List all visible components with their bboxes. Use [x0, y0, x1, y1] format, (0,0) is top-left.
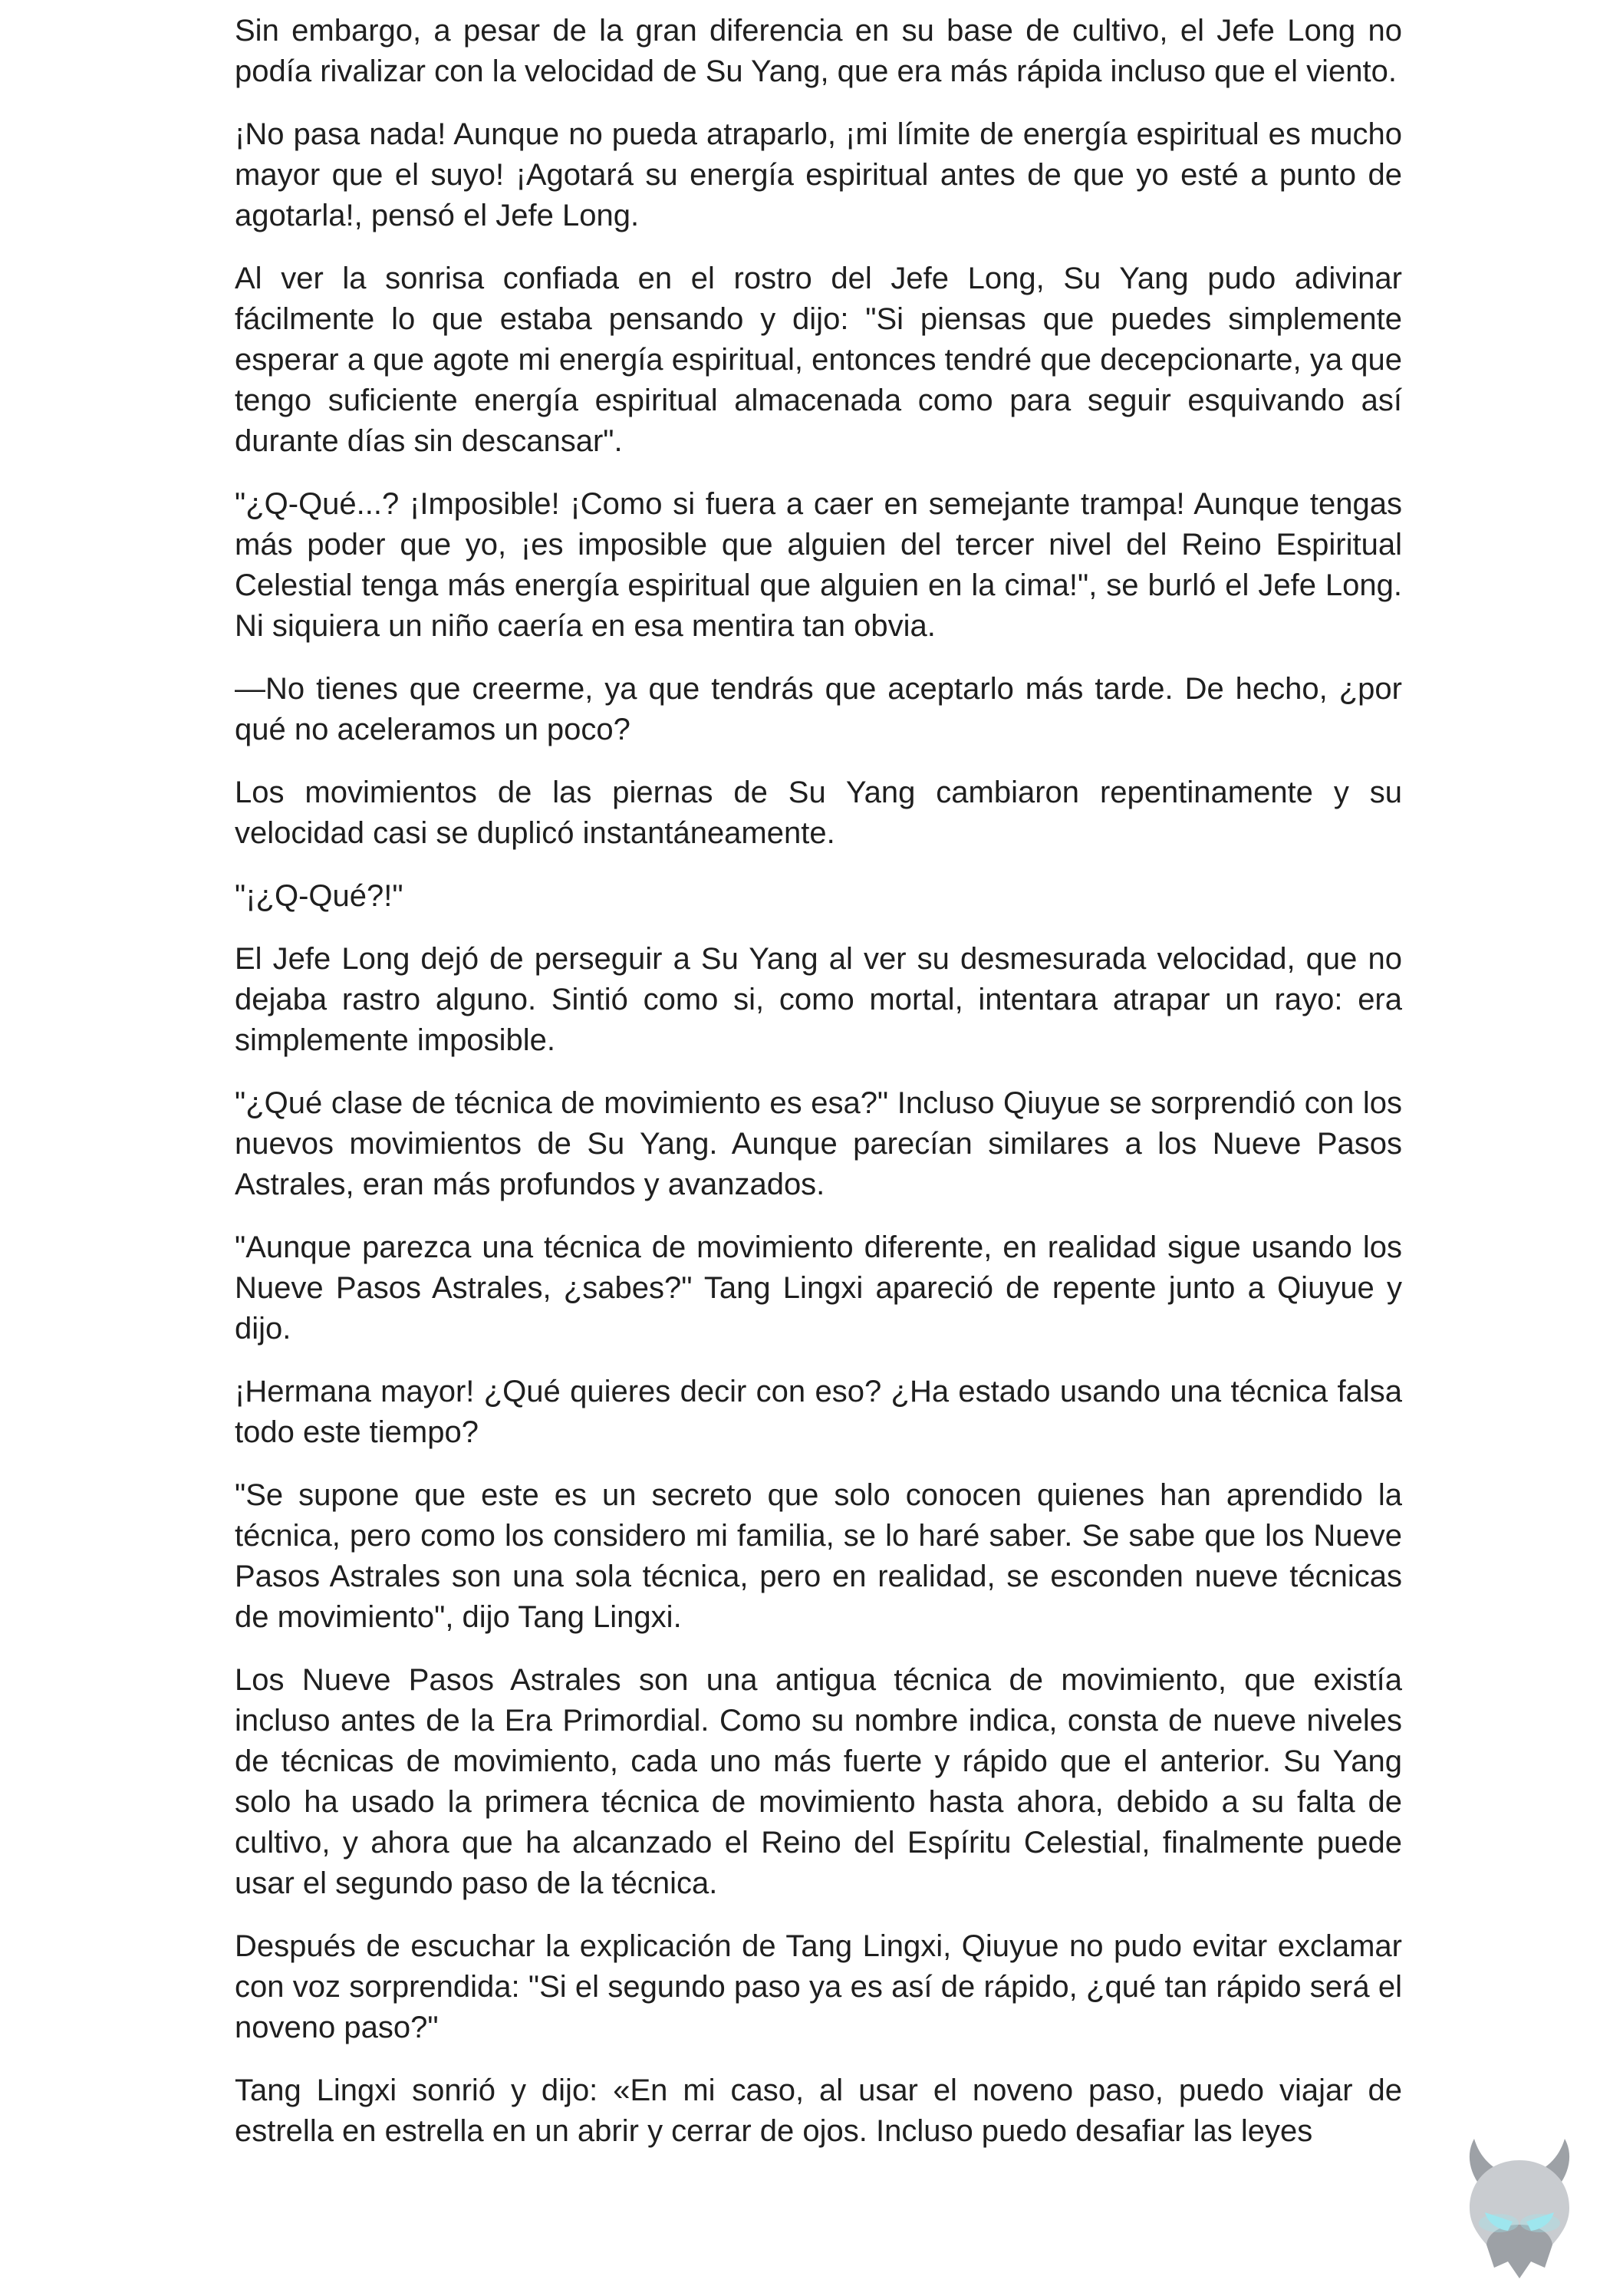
paragraph-7: "¡¿Q-Qué?!" [235, 879, 403, 913]
demon-head-icon [1447, 2133, 1592, 2286]
glow-left [1479, 2214, 1519, 2232]
demon-head-svg [1447, 2133, 1592, 2286]
paragraph-4: "¿Q-Qué...? ¡Imposible! ¡Como si fuera a caer en semejante trampa! Aunque tengas más poder que yo, ¡es imposible que alguien del tercer nivel del Reino Espiritual Celestial tenga más energía espiritual que alguien en la cima!", se burló el Jefe Long. Ni siquiera un niño caería en esa mentira tan obvia. [235, 487, 1402, 643]
paragraph-13: Los Nueve Pasos Astrales son una antigua técnica de movimiento, que existía incluso antes de la Era Primordial. Como su nombre indica, consta de nueve niveles de técnicas de movimiento, cada uno más fuerte y rápido que el anterior. Su Yang solo ha usado la primera técnica de movimiento hasta ahora, debido a su falta de cultivo, y ahora que ha alcanzado el Reino del Espíritu Celestial, finalmente puede usar el segundo paso de la técnica. [235, 1663, 1402, 1900]
paragraph-3: Al ver la sonrisa confiada en el rostro del Jefe Long, Su Yang pudo adivinar fácilmente lo que estaba pensando y dijo: "Si piensas que puedes simplemente esperar a que agote mi energía espiritual, entonces tendré que decepcionarte, ya que tengo suficiente energía espiritual almacenada como para seguir esquivando así durante días sin descansar". [235, 262, 1402, 458]
paragraph-2: ¡No pasa nada! Aunque no pueda atraparlo, ¡mi límite de energía espiritual es mucho mayor que el suyo! ¡Agotará su energía espiritual antes de que yo esté a punto de agotarla!, pensó el Jefe Long. [235, 117, 1402, 232]
paragraph-8: El Jefe Long dejó de perseguir a Su Yang al ver su desmesurada velocidad, que no dejaba rastro alguno. Sintió como si, como mortal, intentara atrapar un rayo: era simplemente imposible. [235, 942, 1402, 1057]
document-page [235, 11, 1402, 2174]
paragraph-1: Sin embargo, a pesar de la gran diferencia en su base de cultivo, el Jefe Long no podía rivalizar con la velocidad de Su Yang, que era más rápida incluso que el viento. [235, 14, 1402, 88]
paragraph-14: Después de escuchar la explicación de Tang Lingxi, Qiuyue no pudo evitar exclamar con voz sorprendida: "Si el segundo paso ya es así de rápido, ¿qué tan rápido será el noveno paso?" [235, 1929, 1402, 2044]
paragraph-5: —No tienes que creerme, ya que tendrás que aceptarlo más tarde. De hecho, ¿por qué no aceleramos un poco? [235, 672, 1402, 746]
paragraph-6: Los movimientos de las piernas de Su Yang cambiaron repentinamente y su velocidad casi se duplicó instantáneamente. [235, 776, 1402, 850]
paragraph-9: "¿Qué clase de técnica de movimiento es esa?" Incluso Qiuyue se sorprendió con los nuevos movimientos de Su Yang. Aunque parecían similares a los Nueve Pasos Astrales, eran más profundos y avanzados. [235, 1086, 1402, 1201]
paragraph-12: "Se supone que este es un secreto que solo conocen quienes han aprendido la técnica, pero como los considero mi familia, se lo haré saber. Se sabe que los Nueve Pasos Astrales son una sola técnica, pero en realidad, se esconden nueve técnicas de movimiento", dijo Tang Lingxi. [235, 1478, 1402, 1634]
head-shade [1486, 2225, 1552, 2278]
glow-right [1520, 2214, 1560, 2232]
paragraph-11: ¡Hermana mayor! ¿Qué quieres decir con eso? ¿Ha estado usando una técnica falsa todo este tiempo? [235, 1375, 1402, 1449]
paragraph-15: Tang Lingxi sonrió y dijo: «En mi caso, al usar el noveno paso, puedo viajar de estrella en estrella en un abrir y cerrar de ojos. Incluso puedo desafiar las leyes [235, 2074, 1402, 2148]
paragraph-10: "Aunque parezca una técnica de movimiento diferente, en realidad sigue usando los Nueve Pasos Astrales, ¿sabes?" Tang Lingxi apareció de repente junto a Qiuyue y dijo. [235, 1230, 1402, 1346]
